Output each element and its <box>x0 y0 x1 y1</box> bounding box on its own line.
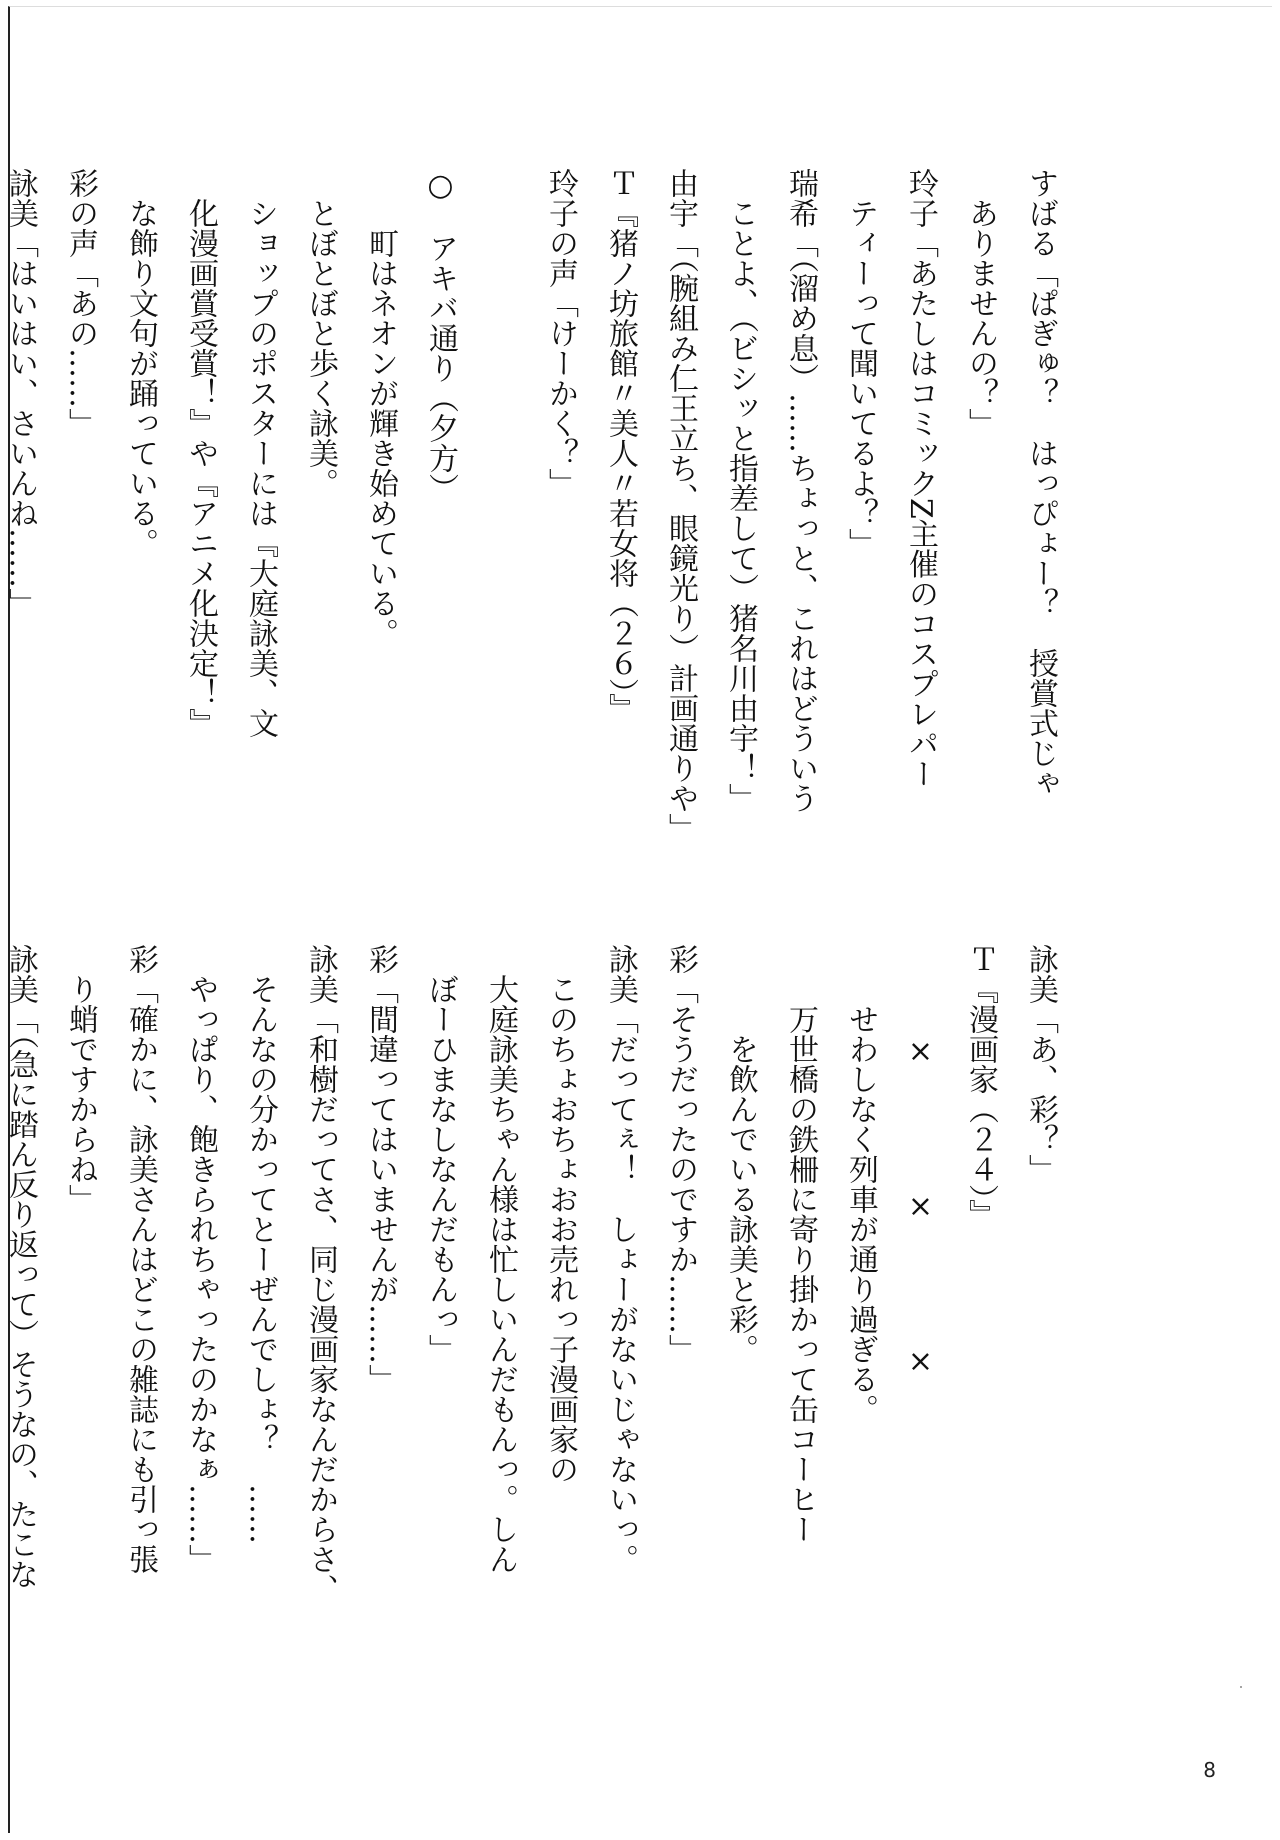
script-line: 詠美「（急に踏ん反り返って）そうなの、たこな <box>3 944 38 1589</box>
script-line: せわしなく列車が通り過ぎる。 <box>843 1004 878 1424</box>
script-line: 玲子「あたしはコミックZ主催のコスプレパー <box>903 168 938 789</box>
script-line: を飲んでいる詠美と彩。 <box>723 1034 758 1364</box>
page-number: 8 <box>1203 1758 1216 1782</box>
scene-heading: ○ アキバ通り（夕方） <box>423 168 458 503</box>
script-line: 詠美「だってぇ！ しょーがないじゃないっ。 <box>603 944 638 1574</box>
script-line: り蛸ですからね」 <box>63 974 98 1214</box>
script-line: とぼとぼと歩く詠美。 <box>303 198 338 498</box>
script-line: そんなの分かってとーぜんでしょ？ …… <box>243 974 278 1544</box>
script-line: 詠美「あ、彩？」 <box>1023 944 1058 1184</box>
script-line: 町はネオンが輝き始めている。 <box>363 228 398 648</box>
script-line: ありませんの？」 <box>963 198 998 438</box>
script-line: な飾り文句が踊っている。 <box>123 198 158 558</box>
script-line: やっぱり、飽きられちゃったのかなぁ……」 <box>183 974 218 1574</box>
script-line: 瑞希「（溜め息）……ちょっと、これはどういう <box>783 168 818 813</box>
script-line: すばる「ぱぎゅ？ はっぴょー？ 授賞式じゃ <box>1023 168 1058 798</box>
script-line: 彩の声「あの……」 <box>63 168 98 438</box>
script-line: 由宇「（腕組み仁王立ち、眼鏡光り）計画通りや」 <box>663 168 698 843</box>
script-line: ティーって聞いてるよ？」 <box>843 198 878 558</box>
script-block-top <box>0 168 1070 948</box>
scan-speck <box>1240 1686 1242 1688</box>
script-line: Ｔ『漫画家（２４）』 <box>963 944 998 1229</box>
script-line: ぼーひまなしなんだもんっ」 <box>423 974 458 1364</box>
script-line: このちょおちょおお売れっ子漫画家の <box>543 974 578 1484</box>
script-line: Ｔ『猪ノ坊旅館〃美人〃若女将（２６）』 <box>603 168 638 723</box>
script-line: ショップのポスターには『大庭詠美、文 <box>243 198 278 738</box>
script-line: 彩「そうだったのですか……」 <box>663 944 698 1364</box>
script-line: 万世橋の鉄柵に寄り掛かって缶コーヒー <box>783 1004 818 1544</box>
scene-gap <box>470 168 530 948</box>
script-block-bottom <box>0 944 1070 1724</box>
script-line: 詠美「はいはい、さいんね……」 <box>3 168 38 618</box>
script-line: 彩「間違ってはいませんが……」 <box>363 944 398 1394</box>
script-line: 化漫画賞受賞！』や『アニメ化決定！』 <box>183 198 218 738</box>
scene-separator: × × × <box>903 1034 938 1379</box>
script-line: 大庭詠美ちゃん様は忙しいんだもんっ。しん <box>483 974 518 1574</box>
script-line: 玲子の声「けーかく？」 <box>543 168 578 498</box>
script-line: ことよ、（ビシッと指差して）猪名川由宇！」 <box>723 198 758 813</box>
script-line: 詠美「和樹だってさ、同じ漫画家なんだからさ、 <box>303 944 338 1604</box>
script-line: 彩「確かに、詠美さんはどこの雑誌にも引っ張 <box>123 944 158 1574</box>
